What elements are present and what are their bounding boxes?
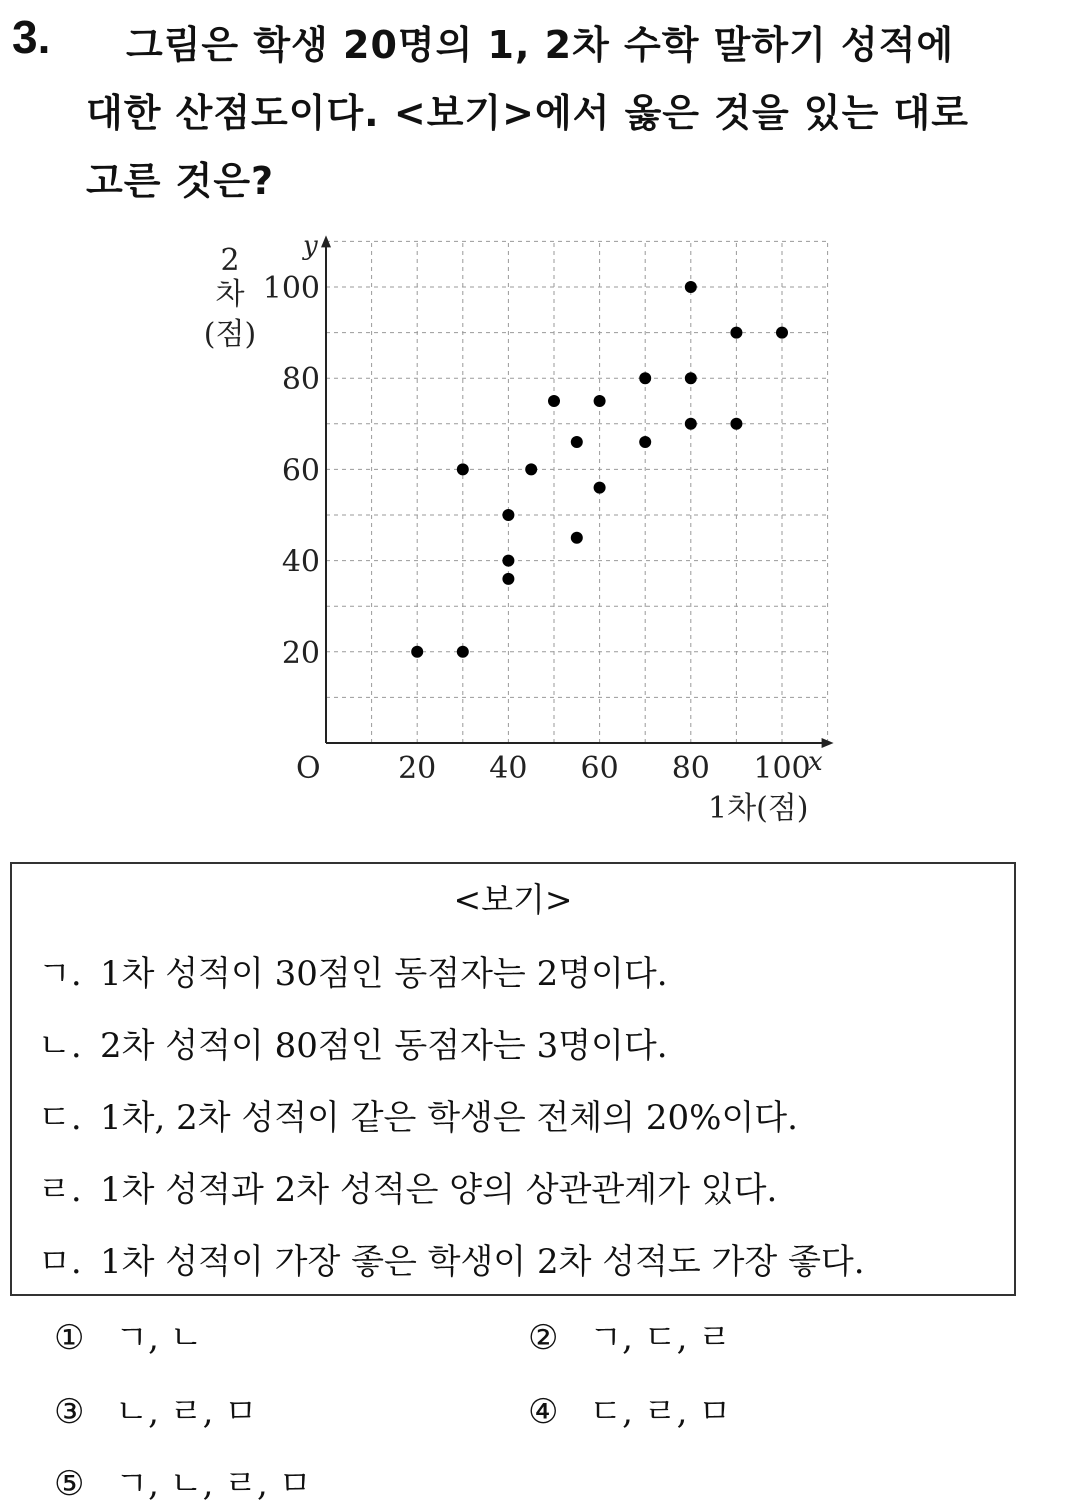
bogi-item-1: [38, 946, 668, 995]
data-point: [571, 436, 583, 448]
choice-1[interactable]: [54, 1310, 203, 1359]
data-point: [639, 372, 651, 384]
x-tick-label: 40: [489, 751, 528, 786]
question-line-2: 대한 산점도이다. <보기>에서 옳은 것을 있는 대로: [86, 91, 969, 135]
x-tick-label: 100: [753, 751, 811, 786]
data-point: [730, 327, 742, 339]
bogi-item-marker: ㄱ.: [38, 954, 82, 994]
y-axis-symbol: y: [303, 231, 318, 261]
x-tick-label: 20: [398, 751, 437, 786]
data-point: [548, 395, 560, 407]
data-point: [685, 372, 697, 384]
y-tick-label: 100: [262, 271, 320, 306]
data-point: [411, 646, 423, 658]
data-point: [594, 395, 606, 407]
bogi-item-5: [38, 1234, 865, 1283]
origin-label: O: [296, 751, 321, 786]
bogi-item-marker: ㄷ.: [38, 1098, 82, 1138]
bogi-item-text: 1차, 2차 성적이 같은 학생은 전체의 20%이다.: [100, 1098, 798, 1138]
y-axis-label-line-1: 2: [220, 243, 240, 278]
chart-ticks: [263, 271, 811, 786]
bogi-item-2: [38, 1018, 668, 1067]
y-axis-label-line-2: 차: [215, 277, 245, 312]
choice-text: ㄱ, ㄷ, ㄹ: [589, 1318, 732, 1358]
question-number: 3.: [12, 11, 51, 63]
bogi-item-4: [38, 1162, 777, 1211]
choice-text: ㄱ, ㄴ: [115, 1318, 203, 1358]
data-point: [571, 532, 583, 544]
y-tick-label: 20: [281, 635, 320, 671]
bogi-item-3: [38, 1090, 798, 1139]
choice-text: ㄷ, ㄹ, ㅁ: [589, 1392, 732, 1432]
data-point: [502, 573, 514, 585]
bogi-item-text: 1차 성적과 2차 성적은 양의 상관관계가 있다.: [100, 1170, 778, 1210]
x-axis-label: 1차(점): [708, 791, 809, 826]
y-tick-label: 40: [281, 544, 320, 580]
bogi-item-text: 2차 성적이 80점인 동점자는 3명이다.: [100, 1026, 668, 1066]
choice-number: ②: [528, 1318, 559, 1358]
choice-number: ①: [54, 1318, 85, 1358]
choice-text: ㄴ, ㄹ, ㅁ: [115, 1392, 258, 1432]
bogi-box: [10, 862, 1016, 1296]
bogi-item-marker: ㄴ.: [38, 1026, 82, 1066]
data-point: [594, 482, 606, 494]
data-point: [776, 327, 788, 339]
y-tick-label: 80: [281, 362, 320, 398]
choice-text: ㄱ, ㄴ, ㄹ, ㅁ: [115, 1464, 312, 1504]
chart-axes: [321, 235, 834, 748]
choice-2[interactable]: [528, 1310, 731, 1359]
data-point: [685, 418, 697, 430]
choice-number: ③: [54, 1392, 85, 1432]
data-point: [502, 555, 514, 567]
x-tick-label: 60: [580, 751, 619, 786]
data-point: [457, 463, 469, 475]
choice-5[interactable]: [54, 1456, 312, 1505]
bogi-item-marker: ㅁ.: [38, 1242, 82, 1282]
bogi-item-marker: ㄹ.: [38, 1170, 82, 1210]
x-tick-label: 80: [671, 751, 710, 786]
y-tick-label: 60: [281, 453, 320, 489]
y-axis-label-line-3: (점): [203, 317, 257, 352]
x-axis-symbol: x: [808, 747, 823, 777]
data-point: [457, 646, 469, 658]
chart-grid: [326, 241, 828, 743]
data-point: [639, 436, 651, 448]
choice-number: ⑤: [54, 1464, 85, 1504]
data-point: [525, 463, 537, 475]
bogi-title: <보기>: [453, 880, 573, 919]
data-point: [730, 418, 742, 430]
question-line-1: 그림은 학생 20명의 1, 2차 수학 말하기 성적에: [126, 23, 955, 67]
data-point: [502, 509, 514, 521]
choice-3[interactable]: [54, 1384, 257, 1433]
data-point: [685, 281, 697, 293]
bogi-item-text: 1차 성적이 30점인 동점자는 2명이다.: [100, 954, 668, 994]
bogi-item-text: 1차 성적이 가장 좋은 학생이 2차 성적도 가장 좋다.: [100, 1242, 865, 1282]
question-line-3: 고른 것은?: [86, 159, 275, 203]
choice-number: ④: [528, 1392, 559, 1432]
choice-4[interactable]: [528, 1384, 731, 1433]
